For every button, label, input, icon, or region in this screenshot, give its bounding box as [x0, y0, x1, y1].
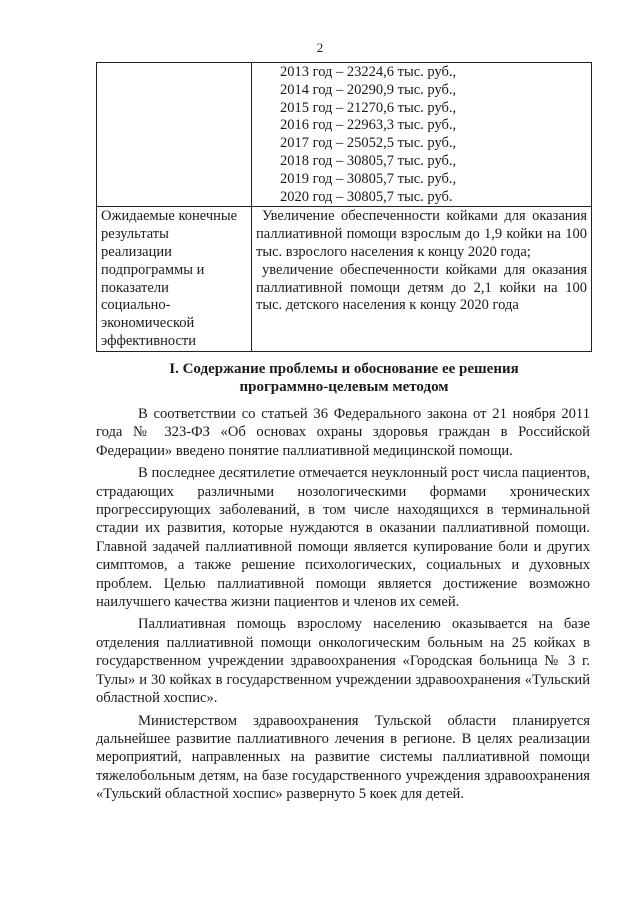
results-label-line: подпрограммы и — [101, 261, 205, 278]
program-passport-table — [96, 62, 592, 352]
paragraph-law-reference: В соответствии со статьей 36 Федерального закона от 21 ноября 2011 года № 323-ФЗ «Об основах охраны здоровья граждан в Российской Федерации» введено понятие паллиативной медицинской помощи. — [96, 406, 590, 459]
section-heading-line1: I. Содержание проблемы и обоснование ее решения — [169, 361, 519, 377]
funding-line-2018: 2018 год – 30805,7 тыс. руб., — [280, 152, 457, 169]
section-heading-line2: программно-целевым методом — [239, 379, 449, 395]
paragraph-ministry-plans: Министерством здравоохранения Тульской области планируется дальнейшее развитие паллиативного лечения в регионе. В целях реализации мероприятий, направленных на развитие системы паллиативной помощи тяжелобольным детям, на базе государственного учреждения здравоохранения «Тульский областной хоспис» развернуто 5 коек для детей. — [96, 712, 590, 803]
funding-line-2013: 2013 год – 23224,6 тыс. руб., — [280, 64, 457, 80]
results-label-line: экономической — [101, 315, 195, 332]
results-label-line: реализации — [101, 243, 172, 260]
section-body — [96, 405, 590, 808]
funding-line-2017: 2017 год – 25052,5 тыс. руб., — [280, 135, 457, 152]
funding-label-cell — [97, 63, 252, 207]
results-label-line: результаты — [101, 226, 169, 243]
funding-line-2019: 2019 год – 30805,7 тыс. руб., — [280, 170, 457, 187]
result-adults: Увеличение обеспеченности койками для оказания паллиативной помощи взрослым до 1,9 койки на 100 тыс. взрослого населения к концу 2020 года; — [256, 208, 587, 260]
results-label-line: социально- — [101, 297, 171, 314]
funding-values-cell — [252, 63, 592, 207]
funding-row — [97, 63, 592, 207]
paragraph-adult-palliative-care: Паллиативная помощь взрослому населению оказывается на базе отделения паллиативной помощи онкологическим больным на 25 койках в государственном учреждении здравоохранения «Городская больница № 3 г. Тулы» и 30 койках в государственном учреждении здравоохранения «Тульский областной хоспис». — [96, 616, 590, 707]
results-row — [97, 207, 592, 351]
results-values-cell — [252, 207, 592, 351]
page-number: 2 — [316, 40, 324, 55]
results-label-line: эффективности — [101, 332, 196, 349]
funding-line-2016: 2016 год – 22963,3 тыс. руб., — [280, 117, 457, 134]
results-label-line: показатели — [101, 279, 169, 296]
funding-line-2015: 2015 год – 21270,6 тыс. руб., — [280, 99, 457, 116]
result-children: увеличение обеспеченности койками для оказания паллиативной помощи детям до 2,1 койки на 100 тыс. детского населения к концу 2020 года — [256, 261, 587, 314]
results-label-cell — [97, 207, 252, 351]
paragraph-growth-of-patients: В последнее десятилетие отмечается неуклонный рост числа пациентов, страдающих различными нозологическими формами хронических прогрессирующих заболеваний, в том числе находящихся в терминальной стадии их развития, которые нуждаются в оказании паллиативной помощи. Главной задачей паллиативной помощи является купирование боли и других симптомов, а также решение психологических, социальных и духовных проблем. Целью паллиативной помощи является достижение возможно наилучшего качества жизни пациентов и членов их семей. — [96, 465, 590, 611]
results-label-line: Ожидаемые конечные — [101, 208, 238, 225]
funding-line-2014: 2014 год – 20290,9 тыс. руб., — [280, 81, 457, 98]
funding-line-2020: 2020 год – 30805,7 тыс. руб. — [280, 188, 453, 205]
section-heading — [96, 360, 592, 396]
